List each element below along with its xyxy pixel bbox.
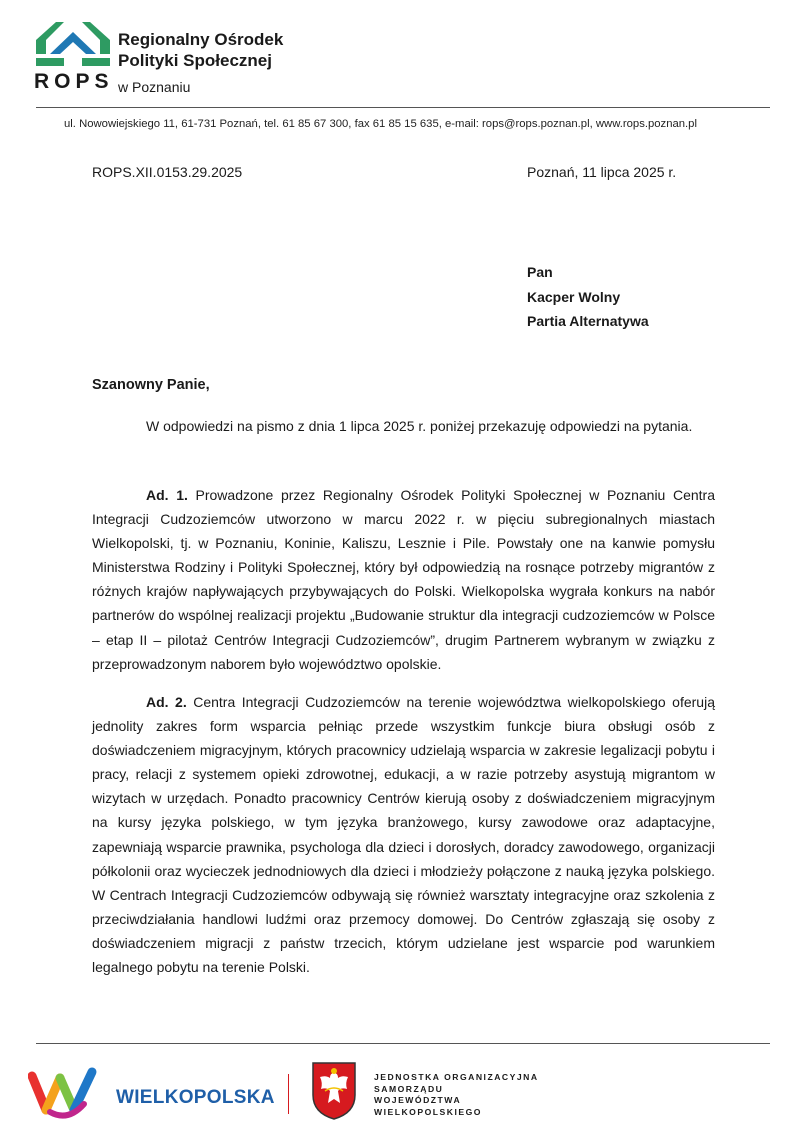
footer-unit-line: JEDNOSTKA ORGANIZACYJNA bbox=[374, 1072, 539, 1082]
answer-2-label: Ad. 2. bbox=[146, 694, 187, 710]
footer-unit-line: SAMORZĄDU bbox=[374, 1083, 444, 1094]
letter-date: Poznań, 11 lipca 2025 r. bbox=[527, 164, 677, 180]
answer-1-label: Ad. 1. bbox=[146, 487, 188, 503]
coat-of-arms-icon bbox=[311, 1061, 357, 1121]
intro-paragraph: W odpowiedzi na pismo z dnia 1 lipca 2025 r. poniżej przekazuję odpowiedzi na pytania. bbox=[146, 418, 693, 434]
recipient-line: Partia Alternatywa bbox=[527, 313, 649, 329]
answer-1-text: Prowadzone przez Regionalny Ośrodek Polityki Społecznej w Poznaniu Centra Integracji Cudzoziemców utworzono w marcu 2022 r. w pięciu subregionalnych miastach Wielkopolski, tj. w Poznaniu, Koninie, Kaliszu, Lesznie i Pile. Powstały one na kanwie pomysłu Ministerstwa Rodziny i Polityki Społecznej, który był odpowiedzią na rosnące potrzeby migrantów z różnych krajów napływających przybywających do Polski. Wielkopolska wygrała konkurs na nabór partnerów do wspólnej realizacji projektu „Budowanie struktur dla integracji cudzoziemców w Polsce – etap II – pilotaż Centrów Integracji Cudzoziemców”, drugim Partnerem wybranym w związku z przeprowadzonym naborem było województwo opolskie. bbox=[92, 487, 715, 672]
footer-unit-line: WOJEWÓDZTWA bbox=[374, 1095, 462, 1105]
salutation: Szanowny Panie, bbox=[92, 377, 210, 393]
organization-city: w Poznaniu bbox=[118, 79, 191, 95]
recipient-line: Kacper Wolny bbox=[527, 289, 621, 305]
contact-address: ul. Nowowiejskiego 11, 61-731 Poznań, tel. 61 85 67 300, fax 61 85 15 635, e-mail: rops@rops.poznan.pl, www.rops.poznan.pl bbox=[64, 118, 697, 130]
footer-unit-line: WIELKOPOLSKIEGO bbox=[374, 1106, 482, 1117]
rops-logo-text: ROPS bbox=[34, 70, 114, 93]
header-divider bbox=[36, 107, 770, 108]
answer-2-text: Centra Integracji Cudzoziemców na terenie województwa wielkopolskiego oferują jednolity zakres form wsparcia pełniąc przede wszystkim funkcje biura obsługi osób z doświadczeniem migracyjnym, których pracownicy udzielają wsparcia w zakresie legalizacji pobytu i pracy, relacji z systemem opieki zdrowotnej, edukacji, a w razie potrzeby asystują migrantom w wizytach w urzędach. Ponadto pracownicy Centrów kierują osoby z doświadczeniem migracyjnym na kursy języka polskiego, w tym języka branżowego, kursy zawodowe oraz adaptacyjne, zapewniają wsparcie prawnika, psychologa dla dzieci i dorosłych, doradcy zawodowego, organizacji półkolonii oraz wycieczek jednodniowych dla dzieci i młodzieży połączone z nauką języka polskiego. W Centrach Integracji Cudzoziemców odbywają się również warsztaty integracyjne oraz szkolenia z przeciwdziałania handlowi ludźmi oraz przemocy domowej. Do Centrów zgłaszają się osoby z doświadczeniem migracji z państw trzecich, którym udzielane jest wsparcie pod warunkiem legalnego pobytu na terenie Polski. bbox=[92, 694, 715, 976]
recipient-line: Pan bbox=[527, 264, 553, 280]
footer-divider bbox=[36, 1043, 770, 1044]
organization-name-line2: Polityki Społecznej bbox=[118, 51, 272, 70]
answer-1-paragraph bbox=[92, 483, 715, 676]
wielkopolska-logo-icon bbox=[28, 1064, 104, 1120]
footer-unit-label bbox=[374, 1072, 539, 1118]
reference-number: ROPS.XII.0153.29.2025 bbox=[92, 164, 243, 180]
answer-2-paragraph bbox=[92, 690, 715, 979]
wielkopolska-brand: WIELKOPOLSKA bbox=[116, 1087, 275, 1108]
organization-name bbox=[118, 29, 283, 71]
footer-separator bbox=[288, 1074, 289, 1114]
organization-name-line1: Regionalny Ośrodek bbox=[118, 30, 284, 49]
